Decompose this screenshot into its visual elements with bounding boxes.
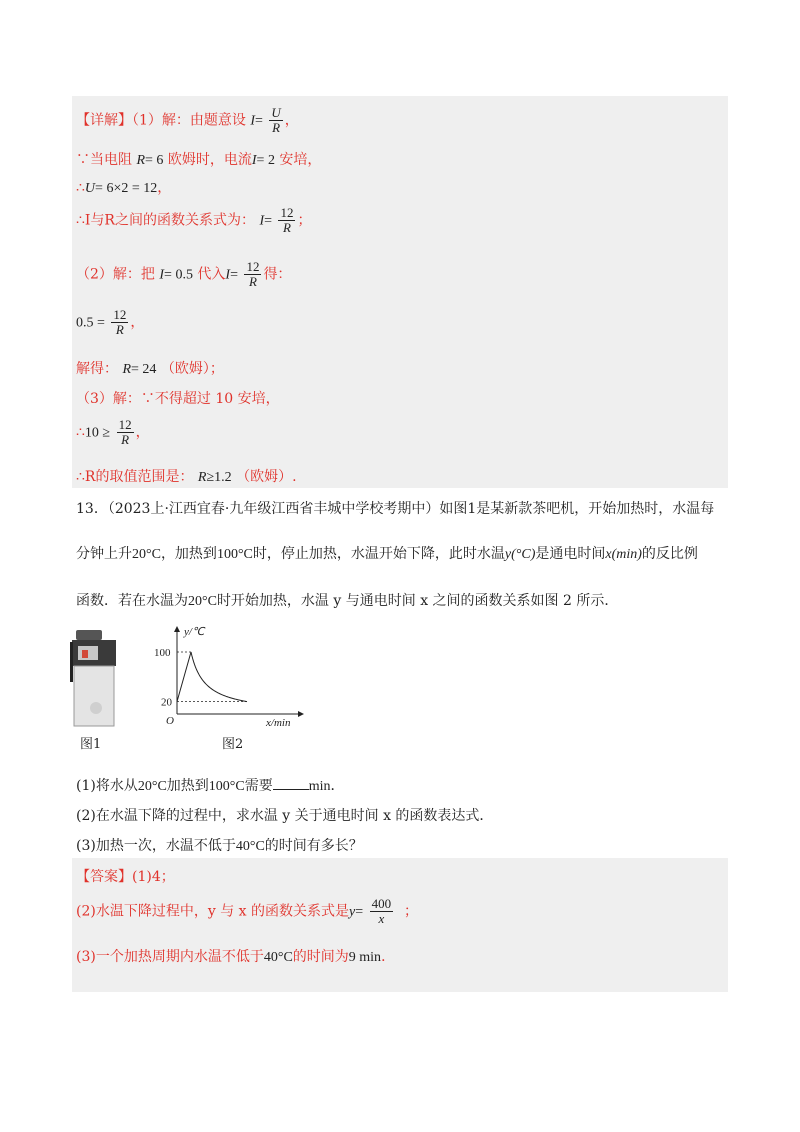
- kettle-top: [76, 630, 102, 640]
- fraction-400-over-x: $\frac{400}{x}$: [371, 896, 392, 926]
- question-line-2: 分钟上升20°C，加热到100°C时，停止加热，水温开始下降，此时水温y(°C)是通电时间x(min)的反比例: [76, 546, 698, 562]
- answer-line-1: 【答案】(1)4；: [76, 869, 175, 885]
- answer-blank[interactable]: [273, 777, 309, 790]
- fraction-12-over-r: $\frac{12}{R}$: [246, 259, 260, 289]
- answer-line-3: (3)一个加热周期内水温不低于40°C的时间为9 min．: [76, 949, 396, 965]
- machine-cup: [82, 650, 88, 658]
- fraction-12-over-r: $\frac{12}{R}$: [118, 417, 132, 447]
- solution-line-9: ∴10 ≥ $\frac{12}{R}$ ，: [76, 417, 150, 447]
- solution-line-10: ∴R的取值范围是： R≥1.2 （欧姆）.: [76, 469, 297, 485]
- temperature-graph: [150, 618, 310, 730]
- y-axis-label: y/℃: [184, 626, 205, 638]
- tea-machine-illustration: [68, 628, 128, 728]
- tick-label-20: 20: [161, 696, 172, 709]
- figure-1-caption: 图1: [80, 737, 102, 752]
- origin-label: O: [166, 715, 174, 727]
- solution-line-3: ∴U= 6×2 = 12，: [76, 180, 172, 196]
- tick-label-100: 100: [154, 647, 171, 659]
- sub-question-2: (2)在水温下降的过程中，求水温 y 关于通电时间 x 的函数表达式．: [76, 808, 494, 824]
- cooling-curve: [191, 652, 247, 702]
- x-axis-arrow: [298, 711, 304, 717]
- answer-line-2: (2)水温下降过程中，y 与 x 的函数关系式是y= $\frac{400}{x}$ ；: [76, 896, 418, 926]
- question-line-3: 函数．若在水温为20°C时开始加热，水温 y 与通电时间 x 之间的函数关系如图 2 所示．: [76, 593, 619, 609]
- machine-side: [70, 642, 73, 682]
- figure-2-caption: 图2: [222, 737, 244, 752]
- sub-question-1: (1)将水从20°C加热到100°C需要 min．: [76, 778, 345, 794]
- machine-decor: [90, 702, 102, 714]
- question-line-1: 13．（2023上·江西宜春·九年级江西省丰城中学校考期中）如图1是某新款茶吧机，开始加热时，水温每: [76, 501, 715, 517]
- y-axis-arrow: [174, 626, 180, 632]
- solution-line-5: （2）解：把 I= 0.5 代入I= $\frac{12}{R}$ 得：: [76, 259, 292, 289]
- sub-question-3: (3)加热一次，水温不低于40°C的时间有多长？: [76, 838, 363, 854]
- solution-line-7: 解得： R= 24 （欧姆）；: [76, 361, 224, 377]
- fraction-u-over-r: $\frac{U}{R}$: [271, 105, 281, 135]
- heating-line: [177, 652, 191, 702]
- solution-line-4: ∴I与R之间的函数关系式为： I= $\frac{12}{R}$ ；: [76, 205, 312, 235]
- solution-line-2: ∵当电阻 R= 6 欧姆时，电流I= 2 安培，: [76, 152, 322, 168]
- fraction-12-over-r: $\frac{12}{R}$: [280, 205, 294, 235]
- machine-cabinet: [74, 666, 114, 726]
- x-axis-label: x/min: [266, 717, 291, 729]
- solution-line-6: 0.5 = $\frac{12}{R}$ ，: [76, 307, 145, 337]
- fraction-12-over-r: $\frac{12}{R}$: [113, 307, 127, 337]
- solution-line-8: （3）解：∵不得超过 10 安培，: [76, 391, 280, 407]
- solution-line-1: 【详解】（1）解：由题意设 I= $\frac{U}{R}$ ，: [76, 105, 299, 135]
